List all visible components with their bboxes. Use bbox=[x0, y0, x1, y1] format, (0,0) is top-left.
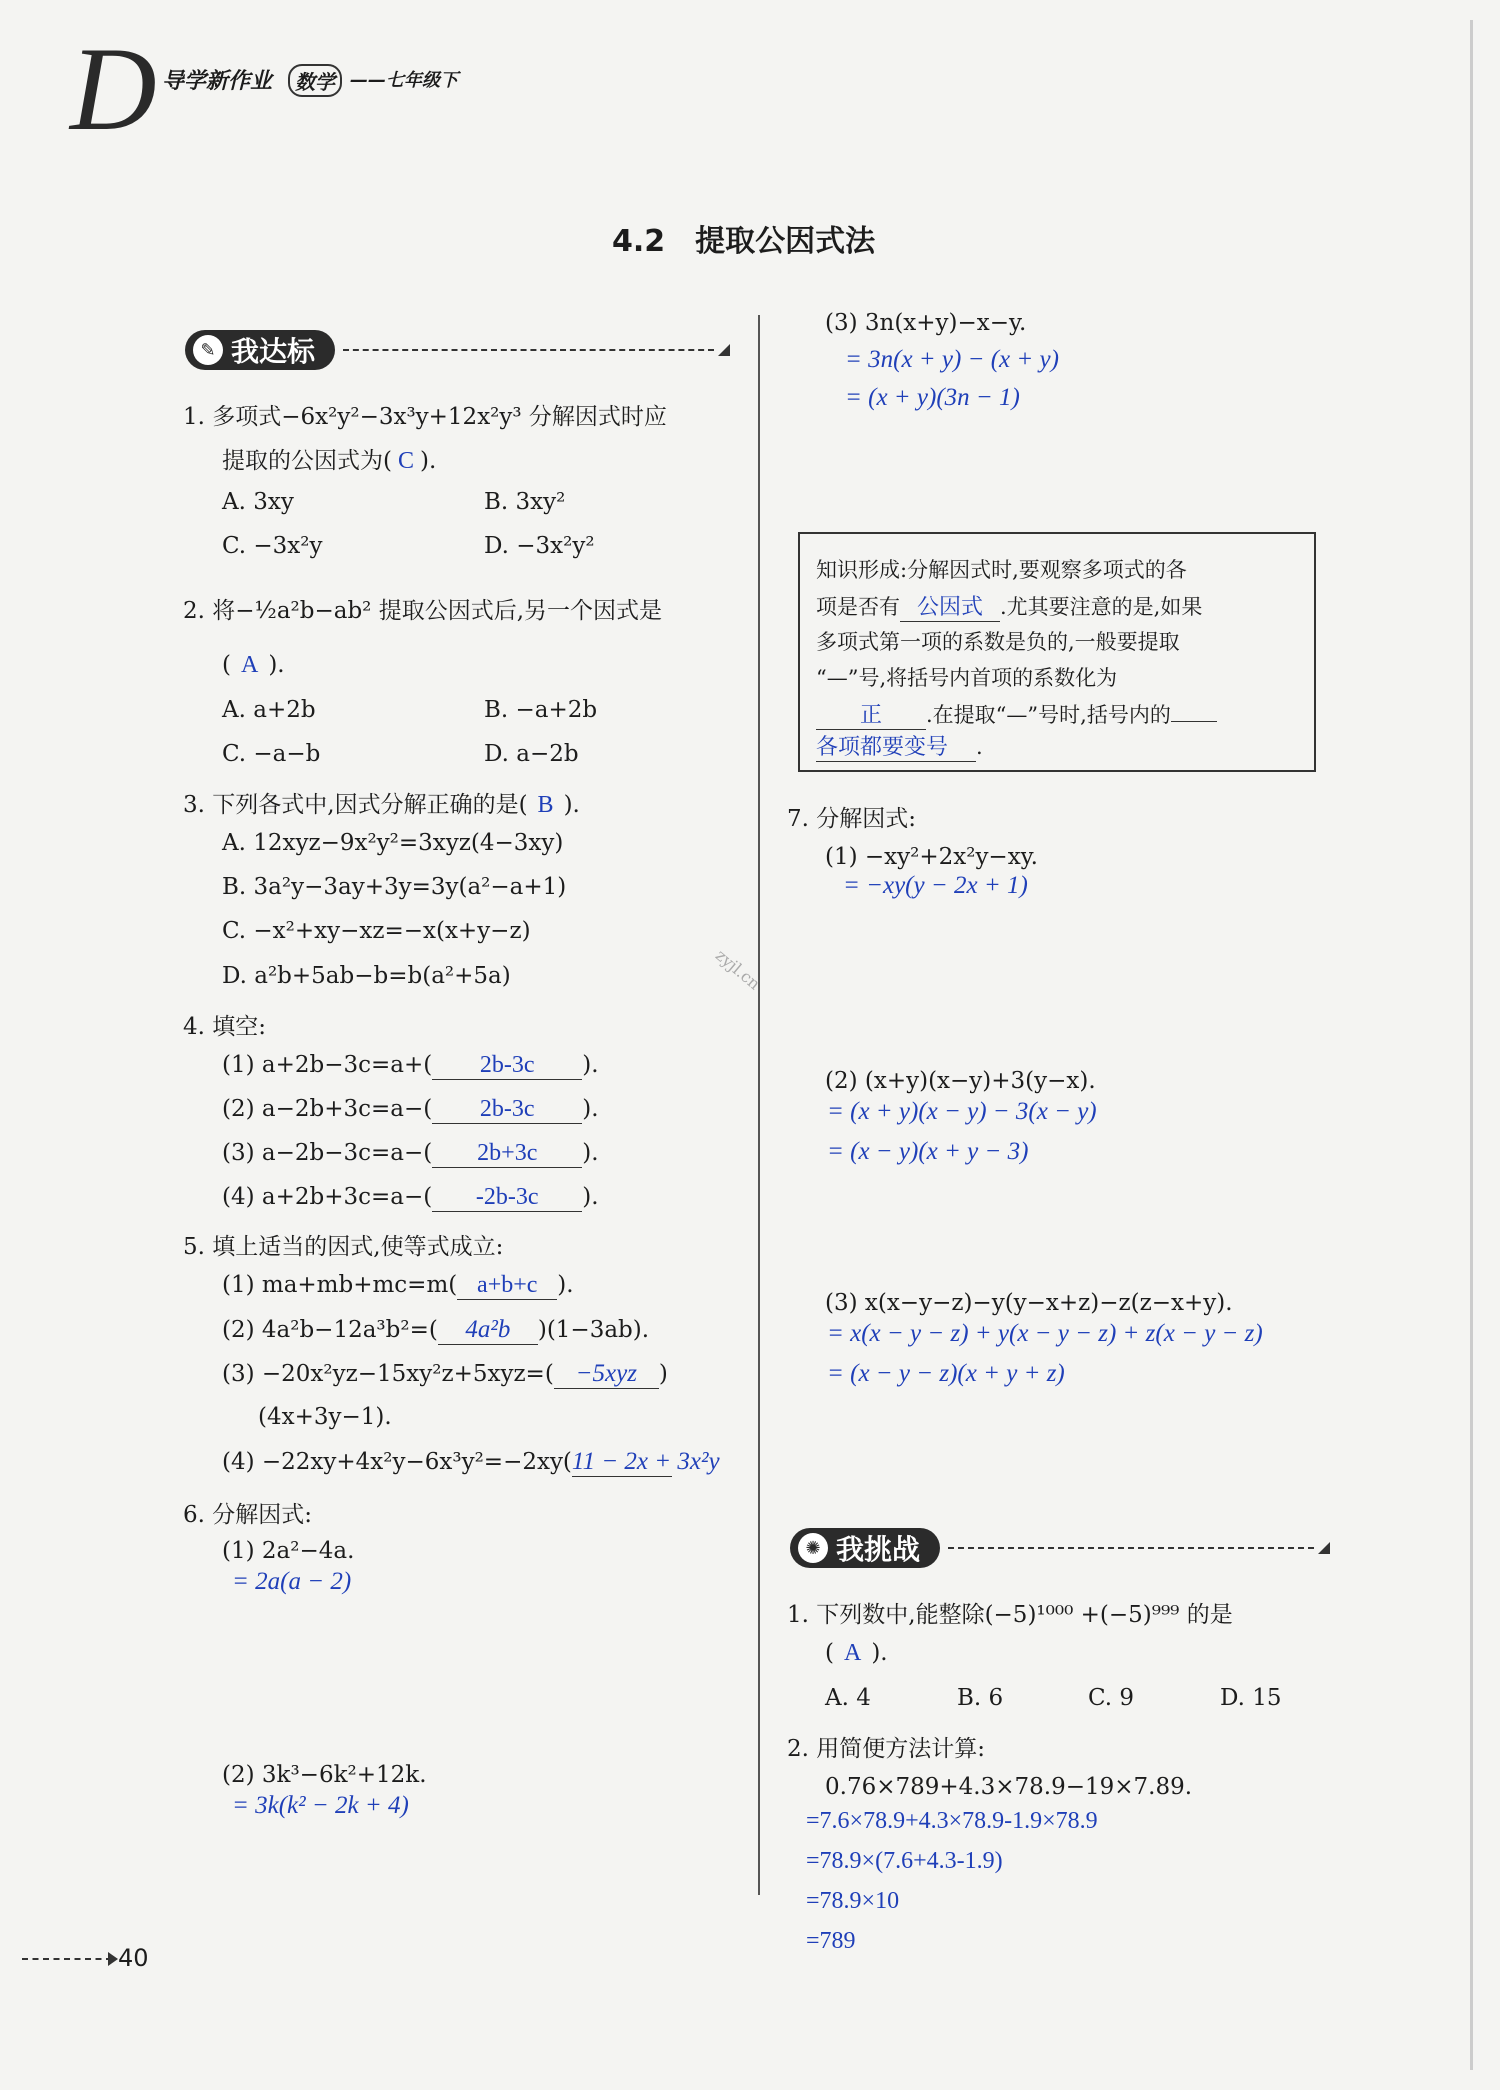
q1-option-d: D. −3x²y² bbox=[484, 533, 595, 559]
watermark: zyjl.cn bbox=[711, 945, 764, 994]
q2-option-d: D. a−2b bbox=[484, 741, 579, 767]
q7-item-2: (2) (x+y)(x−y)+3(y−x). bbox=[825, 1068, 1096, 1094]
q7-2-step2: = (x − y)(x + y − 3) bbox=[827, 1138, 1029, 1165]
q6-item-2: (2) 3k³−6k²+12k. bbox=[222, 1762, 427, 1788]
q7-answer-1: = −xy(y − 2x + 1) bbox=[843, 872, 1028, 899]
knowledge-line-1: 知识形成:分解因式时,要观察多项式的各 bbox=[816, 558, 1187, 582]
q5-answer-3: −5xyz bbox=[575, 1360, 637, 1387]
knowledge-line-6: 各项都要变号 . bbox=[816, 730, 983, 762]
q7-3-step1: = x(x − y − z) + y(x − y − z) + z(x − y − z) bbox=[827, 1320, 1263, 1347]
q6-3-problem: (3) 3n(x+y)−x−y. bbox=[825, 310, 1027, 336]
q6-3-step1: = 3n(x + y) − (x + y) bbox=[845, 346, 1059, 373]
q7-3-step2: = (x − y − z)(x + y + z) bbox=[827, 1360, 1065, 1387]
q1-answer: C bbox=[397, 448, 414, 474]
lightbulb-icon: ✺ bbox=[798, 1533, 828, 1563]
knowledge-line-2: 项是否有 公因式 .尤其要注意的是,如果 bbox=[816, 590, 1202, 622]
q3-answer: B bbox=[537, 792, 554, 818]
q5-answer-1: a+b+c bbox=[477, 1272, 538, 1298]
q5-answer-4: 11 − 2x + 3x²y bbox=[571, 1448, 720, 1475]
page-number: 40 bbox=[118, 1944, 149, 1972]
q4-answer-1: 2b-3c bbox=[479, 1052, 535, 1078]
c1-line2: ( A ). bbox=[825, 1640, 888, 1666]
q2-line1: 2. 将−½a²b−ab² 提取公因式后,另一个因式是 bbox=[183, 598, 663, 624]
q4-item-1: (1) a+2b−3c=a+( 2b-3c ). bbox=[222, 1052, 599, 1078]
c1-answer: A bbox=[843, 1640, 862, 1666]
section-banner-basic bbox=[185, 330, 730, 370]
q6-answer-1: = 2a(a − 2) bbox=[232, 1568, 352, 1595]
q1-line1: 1. 多项式−6x²y²−3x³y+12x²y³ 分解因式时应 bbox=[183, 404, 667, 430]
c2-step-1: =7.6×78.9+4.3×78.9-1.9×78.9 bbox=[806, 1808, 1098, 1834]
q2-option-a: A. a+2b bbox=[222, 697, 316, 723]
q5-item-2: (2) 4a²b−12a³b²=( 4a²b )(1−3ab). bbox=[222, 1316, 650, 1343]
q5-title: 5. 填上适当的因式,使等式成立: bbox=[183, 1234, 504, 1260]
q7-2-step1: = (x + y)(x − y) − 3(x − y) bbox=[827, 1098, 1097, 1125]
q3-option-c: C. −x²+xy−xz=−x(x+y−z) bbox=[222, 918, 531, 944]
q1-option-b: B. 3xy² bbox=[484, 489, 566, 515]
q4-answer-3: 2b+3c bbox=[477, 1140, 538, 1166]
header-logo: D bbox=[70, 22, 157, 155]
q6-answer-2: = 3k(k² − 2k + 4) bbox=[232, 1792, 409, 1819]
section-icon: ✎ bbox=[193, 335, 223, 365]
q4-item-3: (3) a−2b−3c=a−( 2b+3c ). bbox=[222, 1140, 599, 1166]
header-series: 导学新作业 bbox=[162, 69, 273, 94]
q1-line2: 提取的公因式为( C ). bbox=[222, 448, 437, 474]
q1-option-a: A. 3xy bbox=[222, 489, 294, 515]
q4-item-2: (2) a−2b+3c=a−( 2b-3c ). bbox=[222, 1096, 599, 1122]
footer-arrow-icon bbox=[108, 1952, 118, 1966]
c1-option-b: B. 6 bbox=[957, 1685, 1004, 1711]
q3-option-d: D. a²b+5ab−b=b(a²+5a) bbox=[222, 963, 511, 989]
q5-item-1: (1) ma+mb+mc=m( a+b+c ). bbox=[222, 1272, 574, 1298]
q6-3-step2: = (x + y)(3n − 1) bbox=[845, 384, 1020, 411]
q5-item-4: (4) −22xy+4x²y−6x³y²=−2xy(11 − 2x + 3x²y bbox=[222, 1448, 720, 1475]
q2-option-c: C. −a−b bbox=[222, 741, 321, 767]
q5-item-3-line2: (4x+3y−1). bbox=[258, 1404, 392, 1430]
q7-title: 7. 分解因式: bbox=[787, 806, 917, 832]
footer-dash bbox=[22, 1958, 112, 1960]
knowledge-line-4: “—”号,将括号内首项的系数化为 bbox=[816, 666, 1118, 690]
c2-step-2: =78.9×(7.6+4.3-1.9) bbox=[806, 1848, 1003, 1874]
q2-line2: ( A ). bbox=[222, 652, 285, 678]
q4-item-4: (4) a+2b+3c=a−( -2b-3c ). bbox=[222, 1184, 599, 1210]
c2-step-3: =78.9×10 bbox=[806, 1888, 900, 1914]
column-divider bbox=[758, 315, 760, 1895]
q5-answer-2: 4a²b bbox=[465, 1316, 511, 1343]
q6-item-1: (1) 2a²−4a. bbox=[222, 1538, 355, 1564]
q2-option-b: B. −a+2b bbox=[484, 697, 598, 723]
q3-option-b: B. 3a²y−3ay+3y=3y(a²−a+1) bbox=[222, 874, 567, 900]
q7-item-3: (3) x(x−y−z)−y(y−x+z)−z(z−x+y). bbox=[825, 1290, 1233, 1316]
section-label: 我挑战 bbox=[836, 1533, 921, 1566]
c2-title: 2. 用简便方法计算: bbox=[787, 1736, 986, 1762]
knowledge-answer-3: 各项都要变号 bbox=[816, 735, 949, 760]
q5-item-3: (3) −20x²yz−15xy²z+5xyz=( −5xyz ) bbox=[222, 1360, 668, 1387]
q7-item-1: (1) −xy²+2x²y−xy. bbox=[825, 844, 1038, 870]
q1-option-c: C. −3x²y bbox=[222, 533, 323, 559]
knowledge-line-3: 多项式第一项的系数是负的,一般要提取 bbox=[816, 630, 1180, 654]
knowledge-answer-1: 公因式 bbox=[916, 595, 983, 620]
section-label: 我达标 bbox=[231, 335, 316, 368]
q2-answer: A bbox=[240, 652, 259, 678]
header-subject: 数学 bbox=[288, 64, 342, 97]
c1-option-a: A. 4 bbox=[825, 1685, 871, 1711]
c2-expression: 0.76×789+4.3×78.9−19×7.89. bbox=[825, 1774, 1193, 1800]
page-title: 4.2 提取公因式法 bbox=[612, 224, 876, 259]
section-banner-challenge bbox=[790, 1528, 1330, 1568]
q4-title: 4. 填空: bbox=[183, 1014, 267, 1040]
c2-step-4: =789 bbox=[806, 1928, 856, 1954]
c1-option-d: D. 15 bbox=[1220, 1685, 1282, 1711]
q6-title: 6. 分解因式: bbox=[183, 1502, 313, 1528]
page-edge-line bbox=[1470, 20, 1473, 2070]
q4-answer-4: -2b-3c bbox=[475, 1184, 539, 1210]
header-grade: ——七年级下 bbox=[350, 70, 458, 91]
knowledge-line-5: 正 .在提取“—”号时,括号内的 bbox=[816, 698, 1217, 730]
knowledge-answer-2: 正 bbox=[859, 703, 882, 728]
c1-line1: 1. 下列数中,能整除(−5)¹⁰⁰⁰ +(−5)⁹⁹⁹ 的是 bbox=[787, 1602, 1233, 1628]
c1-option-c: C. 9 bbox=[1088, 1685, 1135, 1711]
q3-line1: 3. 下列各式中,因式分解正确的是( B ). bbox=[183, 792, 580, 818]
q4-answer-2: 2b-3c bbox=[479, 1096, 535, 1122]
q3-option-a: A. 12xyz−9x²y²=3xyz(4−3xy) bbox=[222, 830, 564, 856]
